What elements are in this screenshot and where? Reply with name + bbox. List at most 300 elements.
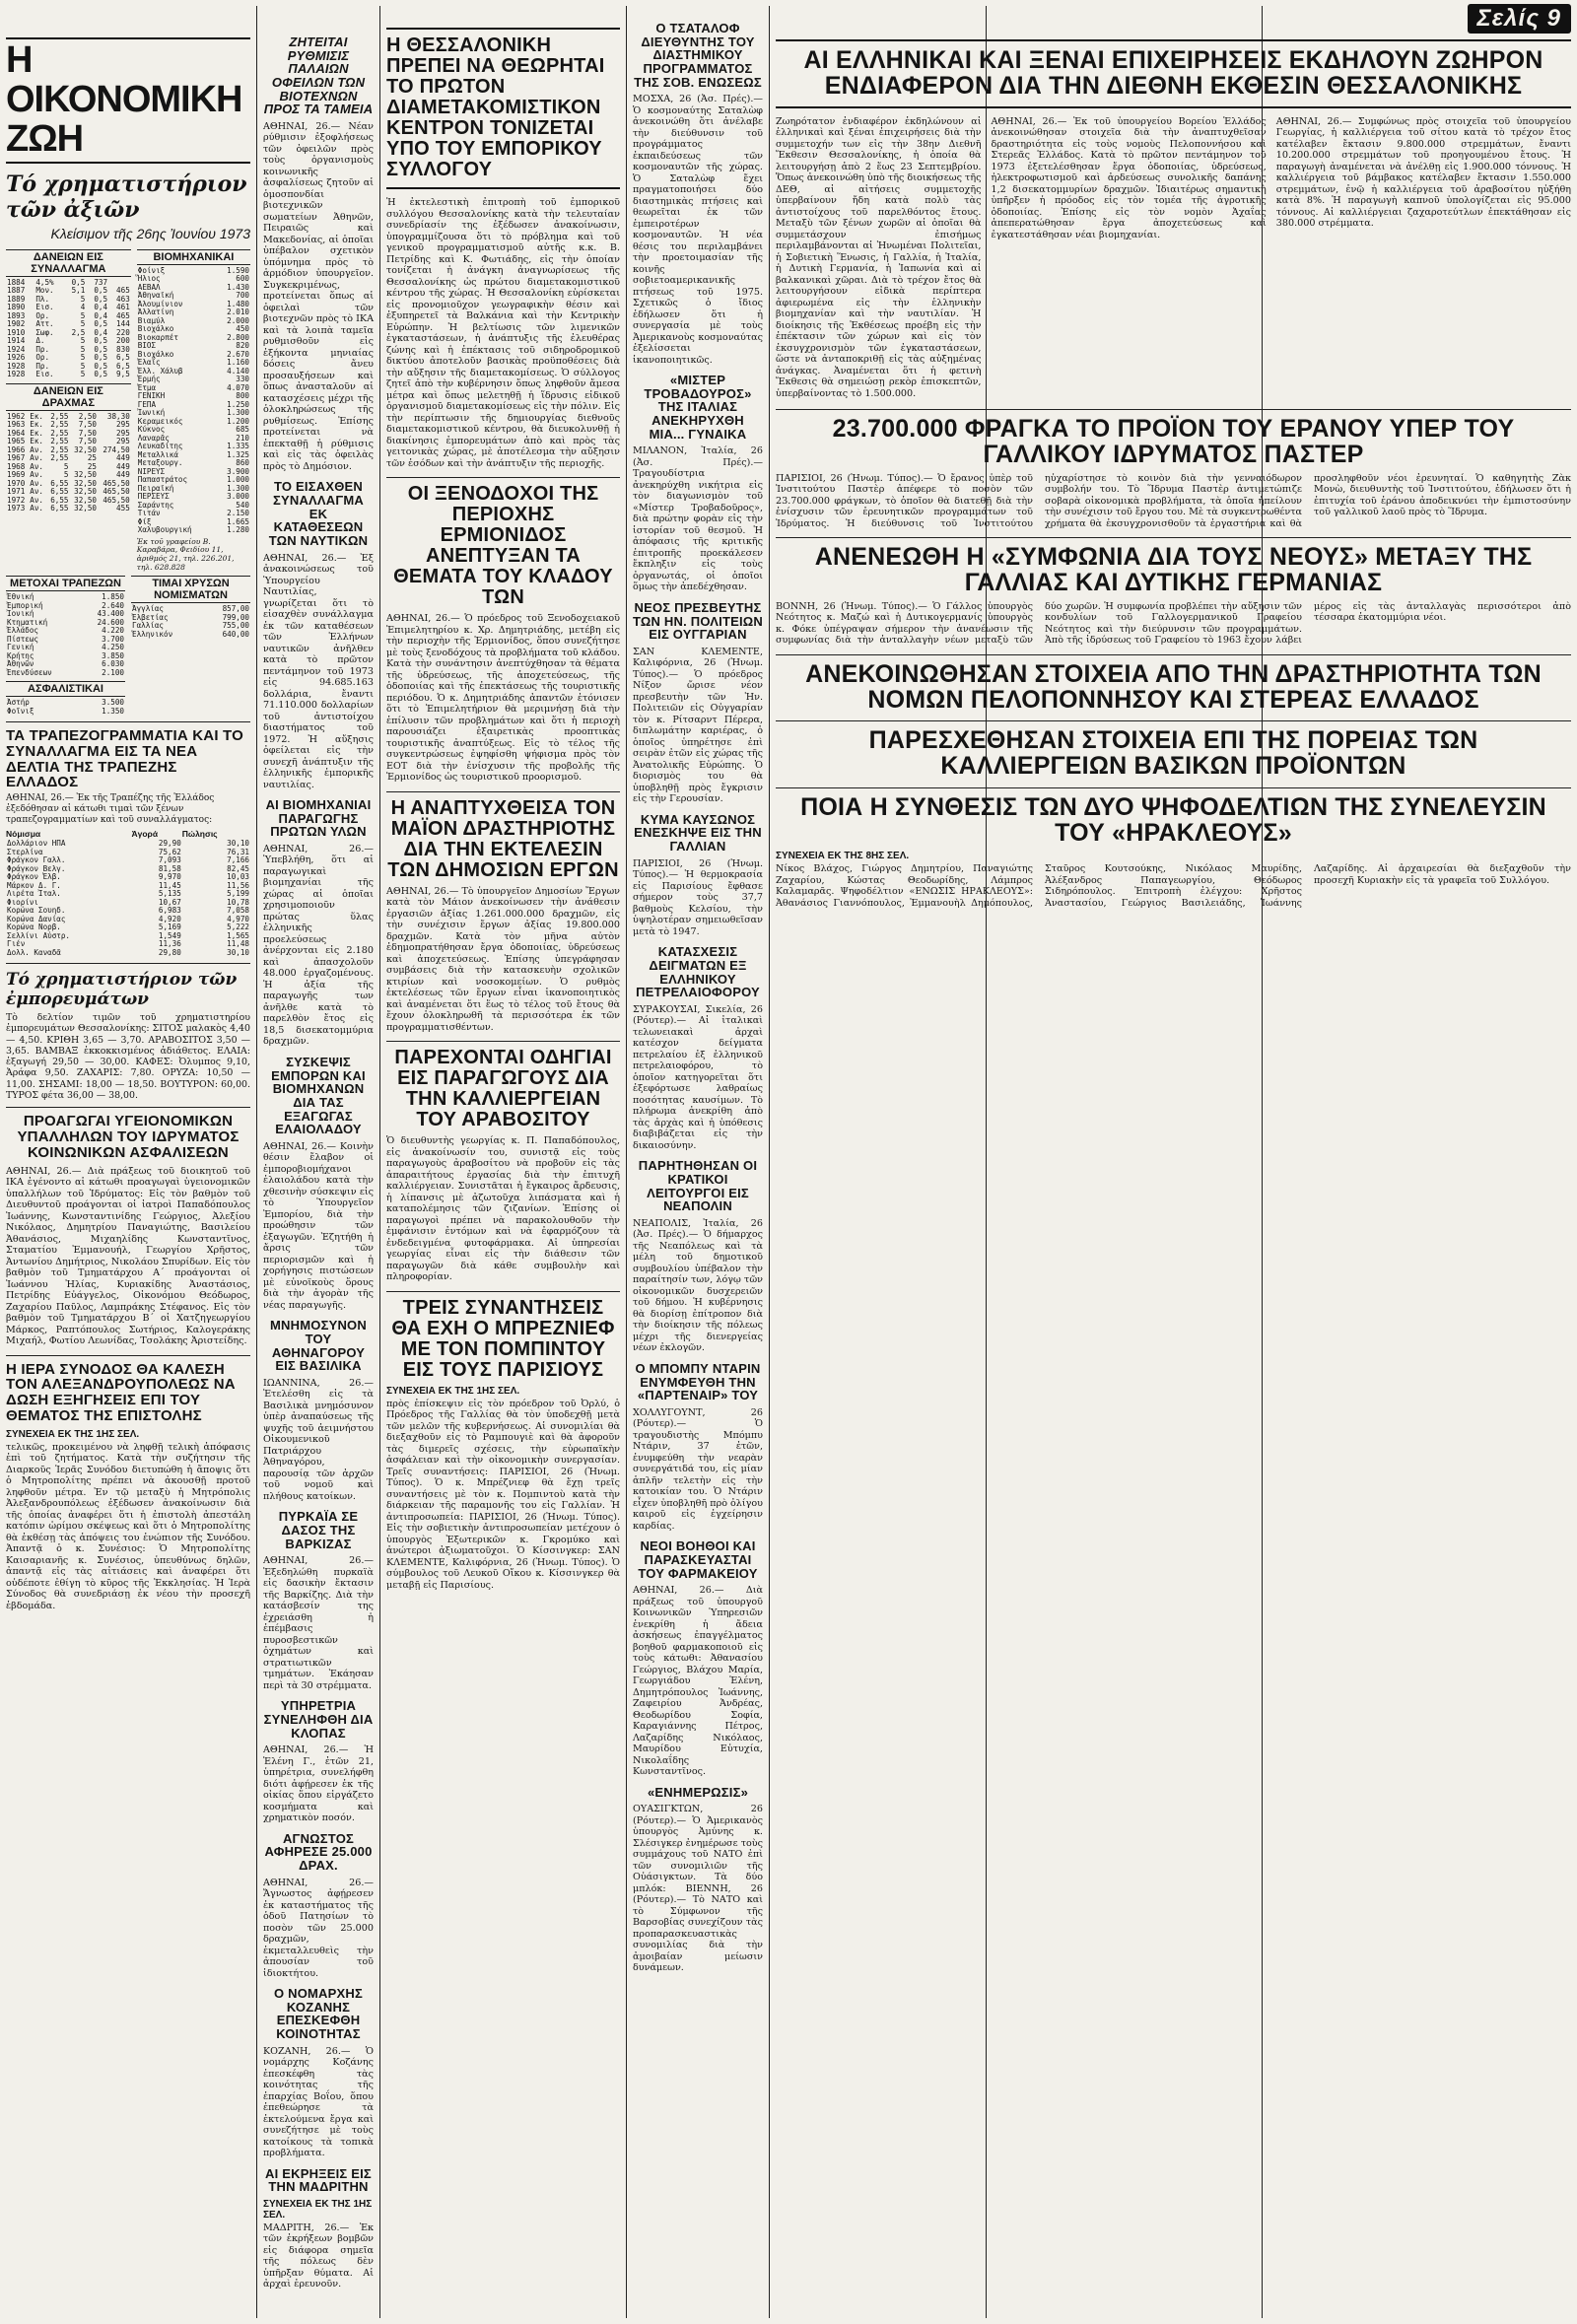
table-cell: Κορώνα Δανίας xyxy=(7,914,66,923)
narrow-column xyxy=(257,0,379,2324)
table-cell: 1.300 xyxy=(227,483,249,493)
table-cell: Ἐλλάδος xyxy=(7,626,39,636)
table-cell: 75,62 xyxy=(158,847,181,856)
table-cell: 1968 xyxy=(7,461,26,471)
table-cell: Βιοχάλκο xyxy=(137,349,174,359)
article-body: Ζωηρότατον ἐνδιαφέρον ἐκδηλώνουν αἱ ἑλληνικαὶ καὶ ξέναι ἐπιχειρήσεις διὰ τὴν συμμετοχήν των εἰς τὴν 38ην Διεθνῆ Ἔκθεσιν Θεσσαλονίκης, ἡ ὁποία θὰ λειτουργήσῃ ἀπὸ 2 ἕως 23 Σεπτεμβρίου. Ὅπως ἀνεκοινώθη ὑπὸ τῆς διοικήσεως τῆς ΔΕΘ, αἱ αἰτήσεις συμμετοχῆς ὑπερβαίνουν ἤδη κατὰ πολὺ τὰς ἀντιστοίχους τοῦ παρελθόντος ἔτους. Μεταξὺ τῶν ξένων χωρῶν αἱ ὁποῖαι θὰ συμμετάσχουν ἐπισήμως περιλαμβάνονται αἱ Ἡνωμέναι Πολιτεῖαι, ἡ Σοβιετικὴ Ἕνωσις, ἡ Γαλλία, ἡ Ἰταλία, ἡ Δυτικὴ Γερμανία, ἡ Ἰαπωνία καὶ αἱ βαλκανικαὶ χῶραι. Διὰ τὸ τρέχον ἔτος θὰ λειτουργήσουν εἰδικὰ περίπτερα ἀφιερωμένα εἰς τὴν ἑλληνικὴν βιομηχανίαν καὶ τὴν ναυτιλίαν. Ἡ διοίκησις τῆς Ἐκθέσεως προέβη εἰς τὴν ἐπέκτασιν τῶν χώρων καὶ εἰς τὸν ἐκσυγχρονισμὸν τῶν ἐγκαταστάσεων, ὥστε νὰ ἀνταποκριθῇ εἰς τὰς αὐξημένας ἀνάγκας. Ἀναμένεται ὅτι ἡ φετινὴ Ἔκθεσις θὰ σημειώσῃ ρεκὸρ ἐπισκεπτῶν, ὑπερβαίνοντας τὸ 1.500.000. xyxy=(776,115,982,399)
article-heading: ΚΥΜΑ ΚΑΥΣΩΝΟΣ ΕΝΕΣΚΗΨΕ ΕΙΣ ΤΗΝ ΓΑΛΛΙΑΝ xyxy=(634,811,762,854)
table-cell: 0,5 xyxy=(94,294,108,304)
article-public-works xyxy=(386,798,620,1034)
article-oil-exporters xyxy=(263,1056,374,1311)
table-cell: 32,50 xyxy=(74,495,97,505)
article-body: ΑΘΗΝΑΙ, 26.— Κοινὴν θέσιν ἔλαβον οἱ ἐμποροβιομήχανοι ἐλαιολάδου κατὰ τὴν χθεσινὴν σύσκεψιν εἰς τὸ Ὑπουργεῖον Ἐμπορίου, διὰ τὴν προώθησιν τῶν ἐξαγωγῶν. Ἐζητήθη ἡ ἄρσις τῶν περιορισμῶν καὶ ἡ χορήγησις πιστώσεων μὲ εὐνοϊκοὺς ὅρους διὰ τὴν ἀγορὰν τῆς νέας παραγωγῆς. xyxy=(263,1140,374,1311)
article-theft xyxy=(263,1699,374,1823)
banks-table xyxy=(6,593,125,677)
table-cell: 25 xyxy=(87,461,97,471)
table-cell: 0,5 xyxy=(94,361,108,371)
table-cell: 461 xyxy=(116,303,130,312)
article-thessaloniki xyxy=(386,28,620,189)
center-column xyxy=(380,0,626,2324)
table-cell: 32,50 xyxy=(74,444,97,454)
table-cell: 1887 xyxy=(7,286,26,296)
table-cell: 295 xyxy=(116,437,130,446)
table-cell: 1928 xyxy=(7,361,26,371)
banks-heading: ΜΕΤΟΧΑΙ ΤΡΑΠΕΖΩΝ xyxy=(6,576,125,591)
table-cell: 5 xyxy=(80,294,86,304)
table-cell: Δολλάριον ΗΠΑ xyxy=(7,839,66,849)
table-cell: 1967 xyxy=(7,453,26,463)
article-heading: ΑΙ ΒΙΟΜΗΧΑΝΙΑΙ ΠΑΡΑΓΩΓΗΣ ΠΡΩΤΩΝ ΥΛΩΝ xyxy=(265,797,372,840)
table-cell: ΑΕΒΑΛ xyxy=(137,282,161,292)
table-cell: Βιοκαρπέτ xyxy=(137,332,178,342)
table-row xyxy=(6,354,131,363)
table-cell: 2,55 xyxy=(50,428,69,438)
table-cell: Κορώνα Νορβ. xyxy=(7,923,61,932)
table-cell: 200 xyxy=(116,336,130,346)
article-body: ΠΑΡΙΣΙΟΙ, 26 (Ἠνωμ. Τύπος).— Ἡ θερμοκρασία εἰς Παρισίους ἔφθασε σήμερον τοὺς 37,7 βαθμοὺς Κελσίου, τὴν ὑψηλοτέραν σημειωθεῖσαν μετὰ τὸ 1947. xyxy=(633,857,763,937)
table-cell: 3.850 xyxy=(102,650,124,660)
right-block xyxy=(770,0,1577,2324)
article-body: ΑΘΗΝΑΙ, 26.— Διὰ πράξεως τοῦ ὑπουργοῦ Κοινωνικῶν Ὑπηρεσιῶν ἐνεκρίθη ἡ ἄδεια ἀσκήσεως ἐπαγγέλματος βοηθοῦ φαρμακοποιοῦ εἰς τοὺς κάτωθι: Ἀθανασίου Γεώργιος, Βλάχου Μαρία, Γεωργιάδου Ἑλένη, Δημητρόπουλος Ἰωάννης, Ζαφειρίου Ἀνδρέας, Θεοδωρίδου Σοφία, Καραγιάννης Πέτρος, Λαζαρίδης Νικόλαος, Μαυρίδου Εὐτυχία, Νικολαΐδης Κωνσταντῖνος. xyxy=(633,1585,763,1778)
article-heading: Η ΙΕΡΑ ΣΥΝΟΔΟΣ ΘΑ ΚΑΛΕΣΗ ΤΟΝ ΑΛΕΞΑΝΔΡΟΥΠΟΛΕΩΣ ΝΑ ΔΩΣΗ ΕΞΗΓΗΣΕΙΣ ΕΠΙ ΤΟΥ ΘΕΜΑΤΟΣ ΤΗΣ ΕΠΙΣΤΟΛΗΣ xyxy=(6,1360,236,1424)
table-cell: 11,36 xyxy=(158,939,181,949)
table-row xyxy=(6,890,250,899)
table-cell: 7,166 xyxy=(227,855,249,865)
article-heading: ΥΠΗΡΕΤΡΙΑ ΣΥΝΕΛΗΦΘΗ ΔΙΑ ΚΛΟΠΑΣ xyxy=(263,1698,374,1741)
article-kozani xyxy=(263,1987,374,2159)
table-cell: Γενική xyxy=(7,643,34,652)
table-cell: 5 xyxy=(80,319,86,329)
table-cell: Φράγκον Βελγ. xyxy=(7,863,66,873)
table-cell: Μεταλλικά xyxy=(137,449,178,459)
table-cell: 1971 xyxy=(7,487,26,497)
table-cell: Ἥλιος xyxy=(137,274,161,284)
table-cell: 32,50 xyxy=(74,487,97,497)
table-cell: Μάρκον Δ. Γ. xyxy=(7,880,61,890)
table-cell: 32,50 xyxy=(74,478,97,488)
table-cell: 1.160 xyxy=(227,358,249,368)
table-cell: 2.800 xyxy=(227,332,249,342)
article-darin xyxy=(633,1362,763,1532)
table-cell: 1966 xyxy=(7,444,26,454)
table-row xyxy=(6,304,131,312)
article-debts xyxy=(263,35,374,472)
fx-table xyxy=(6,829,250,958)
table-row xyxy=(6,287,131,296)
table-cell: 700 xyxy=(236,291,249,301)
table-cell: Εκ. xyxy=(30,411,43,421)
table-cell: 1928 xyxy=(7,370,26,379)
continued-label: ΣΥΝΕΧΕΙΑ ΕΚ ΤΗΣ 1ΗΣ ΣΕΛ. xyxy=(263,2198,373,2221)
article-heading: «ΕΝΗΜΕΡΩΣΙΣ» xyxy=(647,1784,749,1800)
table-cell: 2.670 xyxy=(227,349,249,359)
foreign-news-column xyxy=(627,0,769,2324)
table-cell: Σελλίνι Αὐστρ. xyxy=(7,930,71,940)
table-cell: Ἀστήρ xyxy=(7,698,30,708)
article-heading: ΠΑΡΗΤΗΘΗΣΑΝ ΟΙ ΚΡΑΤΙΚΟΙ ΛΕΙΤΟΥΡΓΟΙ ΕΙΣ ΝΕΑΠΟΛΙΝ xyxy=(638,1158,758,1214)
table-cell: Ἐτμα xyxy=(137,382,157,392)
article-body: ΑΘΗΝΑΙ, 26.— Ἡ Ἑλένη Γ., ἐτῶν 21, ὑπηρέτρια, συνελήφθη διότι ἀφῄρεσεν ἐκ τῆς οἰκίας ὅπου εἰργάζετο κοσμήματα καὶ χρηματικὸν ποσόν. xyxy=(263,1744,374,1824)
article-heading: «ΜΙΣΤΕΡ ΤΡΟΒΑΔΟΥΡΟΣ» ΤΗΣ ΙΤΑΛΙΑΣ ΑΝΕΚΗΡΥΧΘΗ ΜΙΑ... ΓΥΝΑΙΚΑ xyxy=(644,373,752,442)
article-herakleous xyxy=(776,794,1571,910)
article-peloponnese xyxy=(776,661,1571,714)
table-cell: Δολλ. Καναδᾶ xyxy=(7,947,61,957)
table-cell: 1,549 xyxy=(158,930,181,940)
table-cell: 6,55 xyxy=(50,504,69,513)
table-cell: 5,199 xyxy=(227,889,249,899)
table-cell: 5,1 xyxy=(71,286,86,296)
table-cell: Πίστεως xyxy=(7,634,39,644)
article-body: Ὁ διευθυντὴς γεωργίας κ. Π. Παπαδόπουλος, εἰς ἀνακοίνωσίν του, συνιστᾷ εἰς τοὺς παραγωγοὺς ἀραβοσίτου νὰ προβοῦν εἰς τὰς ἀπαραιτήτους ἐργασίας διὰ τὴν ἐπιτυχῆ καλλιέργειαν. Συνιστᾶται ἡ ἔγκαιρος ἄρδευσις, ἡ λίπανσις μὲ ἀζωτοῦχα λιπάσματα καὶ ἡ καταπολέμησις τῶν ζιζανίων. Ἐπίσης οἱ παραγωγοὶ πρέπει νὰ παρακολουθοῦν τὴν ἐμφάνισιν ἐντόμων καὶ νὰ ἐφαρμόζουν τὰ ἐνδεδειγμένα φυτοφάρμακα. Αἱ ὑπηρεσίαι γεωργίας εἶναι εἰς τὴν διάθεσιν τῶν παραγωγῶν διὰ κάθε συμβουλὴν καὶ πληροφορίαν. xyxy=(386,1135,620,1282)
table-cell: 2,50 xyxy=(78,411,97,421)
article-heading: Ο ΤΣΑΤΑΛΟΦ ΔΙΕΥΘΥΝΤΗΣ ΤΟΥ ΔΙΑΣΤΗΜΙΚΟΥ ΠΡΟΓΡΑΜΜΑΤΟΣ ΤΗΣ ΣΟΒ. ΕΝΩΣΕΩΣ xyxy=(634,21,762,90)
table-cell: Μεταξουργ. xyxy=(137,458,183,468)
table-cell: 4.220 xyxy=(102,626,124,636)
table-cell: 0,5 xyxy=(94,353,108,363)
table-cell: 5,135 xyxy=(158,889,181,899)
table-cell: Βιοχάλκο xyxy=(137,324,174,334)
insurance-heading: ΑΣΦΑΛΙΣΤΙΚΑΙ xyxy=(6,681,125,697)
article-pompidou xyxy=(386,1298,620,1592)
table-cell: 6,55 xyxy=(50,487,69,497)
table-cell: Κεραμεικός xyxy=(137,416,183,426)
table-row xyxy=(6,932,250,941)
table-cell: 7,50 xyxy=(78,420,97,430)
table-cell: 5,222 xyxy=(227,923,249,932)
table-row xyxy=(6,296,131,305)
table-cell: 25 xyxy=(87,453,97,463)
table-row xyxy=(6,708,125,717)
table-cell: 220 xyxy=(116,327,130,337)
table-cell: 76,31 xyxy=(227,847,249,856)
broker-note: Ἐκ τοῦ γραφείου Β. Καραβάρα, Φειδίου 11, ἀριθμός 21, τηλ. 226.201, τηλ. 628.828 xyxy=(136,536,235,572)
table-cell: Αν. xyxy=(30,470,43,480)
table-cell: 1910 xyxy=(7,327,26,337)
table-cell: 857,00 xyxy=(222,604,249,614)
table-cell: 3.700 xyxy=(102,634,124,644)
table-cell: 465,50 xyxy=(103,487,130,497)
table-cell: 0,4 xyxy=(94,310,108,320)
article-body-extra: ΑΘΗΝΑΙ, 26.— Συμφώνως πρὸς στοιχεῖα τοῦ ὑπουργείου Γεωργίας, ἡ καλλιέργεια τοῦ σίτου κατὰ τὸ τρέχον ἔτος κατέλαβεν ἔκτασιν 9.800.000 στρεμμάτων, ἔναντι 10.200.000 στρεμμάτων τοῦ προηγουμένου ἔτους. Ἡ παραγωγὴ ἀναμένεται νὰ ἀνέλθῃ εἰς 1.900.000 τόννους. Ἡ καλλιέργεια τοῦ βάμβακος κατέλαβεν ἔκτασιν 1.550.000 στρεμμάτων, ἐνῷ ἡ καλλιέργεια τοῦ ἀραβοσίτου ηὐξήθη κατὰ 8%. Ἡ παραγωγὴ καπνοῦ ὑπολογίζεται εἰς 95.000 τόννους. Αἱ καλλιέργειαι ζαχαροτεύτλων ἐπεκτάθησαν εἰς 380.000 στρέμματα. xyxy=(1275,115,1571,229)
table-cell: 6,5 xyxy=(116,361,130,371)
article-body: τελικῶς, προκειμένου νὰ ληφθῇ τελικὴ ἀπόφασις ἐπὶ τοῦ ζητήματος. Κατὰ τὴν συζήτησιν τῆς Διαρκοῦς Ἱερᾶς Συνόδου διετυπώθη ἡ ἄποψις ὅτι ὁ Μητροπολίτης πρέπει νὰ ἀκουσθῇ προτοῦ ληφθοῦν μέτρα. Ἐν τῷ μεταξὺ ἡ Μητρόπολις Ἀλεξανδρουπόλεως ἐξέδωσεν ἀνακοίνωσιν διὰ τῆς ὁποίας ἀναφέρει ὅτι ἡ ἐπιστολὴ ἀπεστάλη κατόπιν ὡρίμου σκέψεως καὶ ὅτι ὁ Μητροπολίτης θὰ ἐκθέσῃ τὰς ἀπόψεις του ἐνώπιον τῆς Συνόδου. Ἀπαντᾷ ὁ κ. Συνέσιος: Ὁ Μητροπολίτης Καισαριανῆς κ. Συνέσιος, ὑπευθύνως δηλῶν, ἀπαντᾷ εἰς τὰς αἰτιάσεις καὶ ἀναφέρει ὅτι οὐδέποτε ἐθίγη τὸ κῦρος τῆς Ἐκκλησίας. Ἡ Ἱερὰ Σύνοδος θὰ συνεδριάσῃ ἐκ νέου τὴν προσεχῆ ἑβδομάδα. xyxy=(6,1441,250,1611)
table-cell: 43.400 xyxy=(97,609,124,619)
table-cell: Ἐπενδύσεων xyxy=(7,667,52,677)
table-cell: 1884 xyxy=(7,277,26,287)
table-cell: 465,50 xyxy=(103,478,130,488)
table-cell: 5,169 xyxy=(158,923,181,932)
table-row xyxy=(6,320,131,329)
article-heading: ΠΥΡΚΑΪΑ ΣΕ ΔΑΣΟΣ ΤΗΣ ΒΑΡΚΙΖΑΣ xyxy=(278,1509,359,1551)
table-cell: 449 xyxy=(116,453,130,463)
table-cell: 5 xyxy=(80,344,86,354)
table-cell: 5 xyxy=(80,370,86,379)
article-unknown-thief xyxy=(263,1832,374,1979)
page-label xyxy=(776,4,1571,34)
table-cell: Αττ. xyxy=(35,319,54,329)
table-cell: Γιέν xyxy=(7,939,26,949)
article-body: ΜΑΔΡΙΤΗ, 26.— Ἐκ τῶν ἐκρήξεων βομβῶν εἰς διάφορα σημεῖα τῆς πόλεως δὲν ὑπῆρξαν θύματα. Αἱ ἀρχαὶ ἐρευνοῦν. xyxy=(263,2221,374,2290)
table-row xyxy=(6,371,131,379)
table-cell: 38,30 xyxy=(106,411,130,421)
article-heading: Ο ΝΟΜΑΡΧΗΣ ΚΟΖΑΝΗΣ ΕΠΕΣΚΕΦΘΗ ΚΟΙΝΟΤΗΤΑΣ xyxy=(274,1986,363,2042)
table-cell: Χαλυβουργική xyxy=(137,525,192,535)
article-oil xyxy=(633,945,763,1151)
gold-table xyxy=(131,605,250,639)
continued-label: ΣΥΝΕΧΕΙΑ ΕΚ ΤΗΣ 1ΗΣ ΣΕΛ. xyxy=(6,1428,140,1440)
table-cell: 1969 xyxy=(7,470,26,480)
table-cell: 6,55 xyxy=(50,495,69,505)
table-row xyxy=(6,669,125,678)
table-cell: Κορώνα Σουηδ. xyxy=(7,906,66,916)
table-cell: Ἀθηναϊκή xyxy=(137,291,174,301)
table-cell: 1926 xyxy=(7,353,26,363)
table-cell: Λαναρᾶς xyxy=(137,433,170,443)
table-cell: 0,4 xyxy=(94,303,108,312)
table-row xyxy=(6,346,131,355)
table-cell: 820 xyxy=(236,341,249,351)
article-miss xyxy=(633,374,763,593)
loans-foreign-heading: ΔΑΝΕΙΩΝ ΕΙΣ ΣΥΝΑΛΛΑΓΜΑ xyxy=(6,249,131,277)
table-cell: Φοῖνιξ xyxy=(7,706,34,716)
article-body: ΑΘΗΝΑΙ, 26.— Νέαν ρύθμισιν ἐξοφλήσεως τῶν ὀφειλῶν πρὸς τοὺς ὀργανισμοὺς κοινωνικῆς ἀσφαλίσεως ζητοῦν αἱ ὁμοσπονδίαι βιοτεχνικῶν σωματείων Ἀθηνῶν, Πειραιῶς καὶ Μακεδονίας, αἱ ὁποῖαι ὑπέβαλον σχετικὸν ὑπόμνημα πρὸς τὸ ἁρμόδιον ὑπουργεῖον. Συγκεκριμένως, προτείνεται ὅπως αἱ ὀφειλαὶ τῶν βιοτεχνῶν πρὸς τὸ ΙΚΑ καὶ τὰ λοιπὰ ταμεῖα ρυθμισθοῦν εἰς ἑξήκοντα μηνιαίας δόσεις ἄνευ προσαυξήσεων καὶ ὅπως ἀνασταλοῦν αἱ κατασχέσεις μέχρι τῆς ὁλοκληρώσεως τῆς ρυθμίσεως. Ἐπίσης προτείνεται νὰ ἐπεκταθῇ ἡ ρύθμισις καὶ εἰς τὰς ὀφειλὰς πρὸς τὸ Δημόσιον. xyxy=(263,120,374,472)
article-heatwave xyxy=(633,813,763,937)
table-cell: 6.030 xyxy=(102,659,124,669)
article-body: ΑΘΗΝΑΙ, 26.— Ἐξεδηλώθη πυρκαϊὰ εἰς δασικὴν ἔκτασιν τῆς Βαρκίζης. Διὰ τὴν κατάσβεσίν της ἐχρειάσθη ἡ ἐπέμβασις πυροσβεστικῶν ὀχημάτων καὶ στρατιωτικῶν τμημάτων. Ἐκάησαν περὶ τὰ 30 στρέμματα. xyxy=(263,1555,374,1691)
table-cell: Εκ. xyxy=(30,428,43,438)
table-cell: 1.590 xyxy=(227,265,249,275)
loans-foreign-table xyxy=(6,279,131,379)
table-cell: Λευκαδίτης xyxy=(137,442,183,451)
table-cell: 24.600 xyxy=(97,617,124,627)
article-body: Νίκος Βλάχος, Γιώργος Δημητρίου, Παναγιώτης Ζαχαρίου, Κώστας Θεοδωρίδης, Λάμπρος Καλαμαρᾶς. Ψηφοδέλτιον «ΕΝΩΣΙΣ ΗΡΑΚΛΕΟΥΣ»: Ἀθανάσιος Γιαννόπουλος, Ἐμμανουὴλ Δημόπουλος, Σταῦρος Κουτσούκης, Νικόλαος Μαυρίδης, Ἀλέξανδρος Παπαγεωργίου, Θεόδωρος Σιδηρόπουλος. Ἐπιτροπὴ ἐλέγχου: Χρῆστος Ἀναστασίου, Γεώργιος Βασιλειάδης, Ἰωάννης Λαζαρίδης. Αἱ ἀρχαιρεσίαι θὰ διεξαχθοῦν τὴν προσεχῆ Κυριακὴν εἰς τὰ γραφεῖα τοῦ Συλλόγου. xyxy=(776,863,1571,909)
article-ekthesi xyxy=(776,39,1571,108)
table-cell: 11,45 xyxy=(158,880,181,890)
table-cell: 1972 xyxy=(7,495,26,505)
article-fire xyxy=(263,1510,374,1691)
table-cell: 1902 xyxy=(7,319,26,329)
table-cell: 1963 xyxy=(7,420,26,430)
table-cell: 4 xyxy=(80,303,86,312)
article-france-germany xyxy=(776,544,1571,647)
article-heading: ΑΓΝΩΣΤΟΣ ΑΦΗΡΕΣΕ 25.000 ΔΡΑΧ. xyxy=(264,1830,373,1873)
article-heading: ΤΡΕΙΣ ΣΥΝΑΝΤΗΣΕΙΣ ΘΑ ΕΧΗ Ο ΜΠΡΕΖΝΙΕΦ ΜΕ ΤΟΝ ΠΟΜΠΙΝΤΟΥ ΕΙΣ ΤΟΥΣ ΠΑΡΙΣΙΟΥΣ xyxy=(391,1296,615,1381)
commodities-text: Τὸ δελτίον τιμῶν τοῦ χρηματιστηρίου ἐμπορευμάτων Θεσσαλονίκης: ΣΙΤΟΣ μαλακὸς 4,40 — 4,50. ΚΡΙΘΗ 3,65 — 3,70. ΑΡΑΒΟΣΙΤΟΣ 3,50 — 3,65. ΒΑΜΒΑΞ ἐκκοκκισμένος ἀδιάθετος. ΕΛΑΙΑ: ἐξαγωγή 29,50 — 30,00. ΚΑΦΕΣ: Ὀλυμπος 9,10, Ἀράφα 9,50. ΖΑΧΑΡΙΣ: 7,80. ΟΡΥΖΑ: 10,50 — 11,00. ΣΗΣΑΜΙ: 18,00 — 18,50. ΒΟΥΤΥΡΟΝ: 60,00. ΤΥΡΟΣ φέτα 36,00 — 38,00. xyxy=(6,1012,250,1102)
article-insurance-staff xyxy=(6,1114,250,1346)
table-row xyxy=(6,949,250,958)
article-body: ΣΑΝ ΚΛΕΜΕΝΤΕ, Καλιφόρνια, 26 (Ἠνωμ. Τύπος).— Ὁ πρόεδρος Νίξον ὤρισε νέον πρεσβευτὴν τῶν Ἡν. Πολιτειῶν εἰς Οὐγγαρίαν τὸν κ. Ρίτσαρντ Πέρερα, διπλωμάτην καριέρας, ὁ ὁποῖος ὑπηρέτησε ἐπὶ σειρὰν ἐτῶν εἰς χώρας τῆς Ἀνατολικῆς Εὐρώπης. Ὁ διορισμὸς του θὰ ὑποβληθῇ πρὸς ἔγκρισιν εἰς τὴν Γερουσίαν. xyxy=(633,646,763,805)
table-cell: 3.500 xyxy=(102,698,124,708)
table-cell: 30,10 xyxy=(227,947,249,957)
table-cell: 1.850 xyxy=(102,592,124,602)
article-body: ΑΘΗΝΑΙ, 26.— Διὰ πράξεως τοῦ διοικητοῦ τοῦ ΙΚΑ ἐγένοντο αἱ κάτωθι προαγωγαὶ ὑγειονομικῶν ὑπαλλήλων τοῦ Ἱδρύματος: Εἰς τὸν βαθμὸν τοῦ Διευθυντοῦ προάγονται οἱ ἰατροὶ Παπαδόπουλος Ἰωάννης, Κωνσταντινίδης Γεώργιος, Ἀλεξίου Νικόλαος, Δημητρίου Παναγιώτης, Βασιλείου Ἀθανάσιος, Μιχαηλίδης Κωνσταντῖνος, Σταματίου Ἐμμανουήλ, Γεωργίου Χρῆστος, Ἀντωνίου Δημήτριος, Νικολάου Σπυρίδων. Εἰς τὸν βαθμὸν τοῦ Τμηματάρχου Α΄ προάγονται οἱ Ἰωάννου Ἠλίας, Κυριακίδης Ἀναστάσιος, Πετρίδης Εὐάγγελος, Οἰκονόμου Θεόδωρος, Ζαχαρίου Παῦλος, Λαμπράκης Στέφανος. Εἰς τὸν βαθμὸν τοῦ Τμηματάρχου Β΄ οἱ Χατζηγεωργίου Μάρκος, Ραπτόπουλος Σωτήριος, Καλογεράκης Μιχαήλ, Φωτίου Λεωνίδας, Τσολάκης Ἀριστείδης. xyxy=(6,1165,250,1347)
table-cell: 450 xyxy=(236,324,249,334)
article-body: ΑΘΗΝΑΙ, 26.— Ὁ πρόεδρος τοῦ Ξενοδοχειακοῦ Ἐπιμελητηρίου κ. Χρ. Δημητριάδης, μετέβη εἰς τὴν περιοχὴν τῆς Ἑρμιονίδος, ὅπου συνεζήτησε μὲ τοὺς ξενοδόχους τὰ προβλήματα τοῦ κλάδου. Κατὰ τὴν συνάντησιν ἀνεπτύχθησαν τὰ θέματα τῆς ὑδρεύσεως, τῆς ἀποχετεύσεως, τῆς ὁδοποιίας καὶ τῆς ἐπεκτάσεως τῆς τουριστικῆς περιόδου. Ὁ κ. Δημητριάδης ἀπαντῶν ἐτόνισεν ὅτι τὸ Ἐπιμελητήριον θὰ μεριμνήσῃ διὰ τὴν ἐπίλυσιν τῶν προβλημάτων καὶ ὅτι ἡ περιοχὴ παρουσιάζει ἐξαιρετικὰς προοπτικὰς τουριστικῆς ἀναπτύξεως. Εἰς τὸ τέλος τῆς συγκεντρώσεως ἐψηφίσθη ψήφισμα πρὸς τὸν ΕΟΤ διὰ τὴν ἐνίσχυσιν τῆς προβολῆς τῆς Ἑρμιονίδος ὡς τουριστικοῦ προορισμοῦ. xyxy=(386,613,620,783)
table-cell: Κρήτης xyxy=(7,650,34,660)
table-cell: 1964 xyxy=(7,428,26,438)
table-cell: Δ. xyxy=(35,336,45,346)
table-cell: 2.010 xyxy=(227,308,249,317)
table-cell: Αν. xyxy=(30,504,43,513)
column-header: Νόμισμα xyxy=(6,828,41,839)
table-cell: 463 xyxy=(116,294,130,304)
article-heading: ΣΥΣΚΕΨΙΣ ΕΜΠΟΡΩΝ ΚΑΙ ΒΙΟΜΗΧΑΝΩΝ ΔΙΑ ΤΑΣ ΕΞΑΓΩΓΑΣ ΕΛΑΙΟΛΑΔΟΥ xyxy=(271,1054,366,1137)
table-cell: 640,00 xyxy=(222,629,249,639)
table-cell: 10,67 xyxy=(158,897,181,907)
table-cell: Αν. xyxy=(30,478,43,488)
table-cell: 1.200 xyxy=(227,416,249,426)
table-cell: 0,5 xyxy=(94,370,108,379)
table-cell: 0,5 xyxy=(94,344,108,354)
table-cell: Ἀγγλίας xyxy=(132,604,165,614)
bank-tables-row xyxy=(6,572,250,716)
table-cell: 5 xyxy=(80,336,86,346)
article-hoteliers xyxy=(386,484,620,784)
article-madrid xyxy=(263,2167,374,2290)
table-cell: Εισ. xyxy=(35,370,54,379)
table-cell: 7,058 xyxy=(227,906,249,916)
table-cell: 81,58 xyxy=(158,863,181,873)
article-body: ΙΩΑΝΝΙΝΑ, 26.— Ἐτελέσθη εἰς τὰ Βασιλικὰ μνημόσυνον ὑπὲρ ἀναπαύσεως τῆς ψυχῆς τοῦ ἀειμνήστου Οἰκουμενικοῦ Πατριάρχου Ἀθηναγόρου, παρουσίᾳ τῶν ἀρχῶν τοῦ νομοῦ καὶ πλήθους κατοίκων. xyxy=(263,1377,374,1502)
loans-drachma-table xyxy=(6,413,131,513)
table-cell: 2.100 xyxy=(102,667,124,677)
article-body: ΧΟΛΛΥΓΟΥΝΤ, 26 (Ρόυτερ).— Ὁ τραγουδιστὴς Μπόμπυ Ντάριν, 37 ἐτῶν, ἐνυμφεύθη τὴν νεαρὰν συνεργάτιδά του, εἰς μίαν ἁπλῆν τελετὴν εἰς τὴν κατοικίαν του. Ὁ Ντάριν εἶχεν ὑποβληθῆ πρὸ ὀλίγου καιροῦ εἰς ἐγχείρησιν καρδίας. xyxy=(633,1406,763,1532)
article-alexandroupolis xyxy=(6,1362,250,1612)
article-pharmacy xyxy=(633,1539,763,1777)
article-body: ΜΟΣΧΑ, 26 (Ἀσ. Πρές).— Ὁ κοσμοναύτης Σαταλὼφ ἀνεκοινώθη ὅτι ἀνέλαβε τὴν διεύθυνσιν τοῦ προγράμματος ἐκπαιδεύσεως τῶν κοσμοναυτῶν τῆς χώρας. Ὁ Σαταλὼφ ἔχει πραγματοποιήσει δύο διαστημικὰς πτήσεις καὶ θεωρεῖται ἐκ τῶν ἐμπειροτέρων κοσμοναυτῶν. Ἡ νέα θέσις του περιλαμβάνει τὴν προετοιμασίαν τῆς κοινῆς σοβιετοαμερικανικῆς πτήσεως τοῦ 1975. Σχετικῶς ὁ ἴδιος ἐδήλωσεν ὅτι ἡ συνεργασία μὲ τοὺς Ἀμερικανοὺς κοσμοναύτας ἐξελίσσεται ἱκανοποιητικῶς. xyxy=(633,94,763,366)
table-row xyxy=(6,505,131,513)
article-heading: ΝΕΟΙ ΒΟΗΘΟΙ ΚΑΙ ΠΑΡΑΣΚΕΥΑΣΤΑΙ ΤΟΥ ΦΑΡΜΑΚΕΙΟΥ xyxy=(638,1538,758,1581)
article-heading: ΖΗΤΕΙΤΑΙ ΡΥΘΜΙΣΙΣ ΠΑΛΑΙΩΝ ΟΦΕΙΛΩΝ ΤΩΝ ΒΙΟΤΕΧΝΩΝ ΠΡΟΣ ΤΑ ΤΑΜΕΙΑ xyxy=(263,34,374,117)
table-cell: Φίξ xyxy=(137,516,152,526)
table-cell: Ἰονική xyxy=(7,609,34,619)
article-heading: ΤΟ ΕΙΣΑΧΘΕΝ ΣΥΝΑΛΛΑΓΜΑ ΕΚ ΚΑΤΑΘΕΣΕΩΝ ΤΩΝ ΝΑΥΤΙΚΩΝ xyxy=(268,479,369,548)
table-cell: ΓΕΠΑ xyxy=(137,399,157,409)
right-col-c xyxy=(1276,116,1571,400)
table-cell: 9,5 xyxy=(116,370,130,379)
article-body: Ἡ ἐκτελεστικὴ ἐπιτροπὴ τοῦ ἐμπορικοῦ συλλόγου Θεσσαλονίκης κατὰ τὴν τελευταίαν συνεδρίασίν της ἐξέδωσεν ἀνακοίνωσιν, ὑπογραμμίζουσα ὅτι τὸ πρόβλημα καὶ τοῦ γενικοῦ προγραμματισμοῦ αὐτῆς κ.κ. Β. Πετρίδης καὶ Κ. Φωτιάδης, εἰς τὴν ὁποίαν τονίζεται ἡ ἀνάγκη ἀναγνωρίσεως τῆς Θεσσαλονίκης ὡς πρώτου διαμετακομιστικοῦ κέντρου τῆς χώρας. Ἡ Θεσσαλονίκη εὑρίσκεται εἰς προνομιοῦχον γεωγραφικὴν θέσιν καὶ ἐξυπηρετεῖ τὰ Βαλκάνια καὶ τὴν Κεντρικὴν Εὐρώπην. Ἡ βελτίωσις τῶν λιμενικῶν ἐγκαταστάσεων, ἡ ἀνάπτυξις τῆς ἐλευθέρας ζώνης καὶ ἡ ἐπέκτασις τοῦ σιδηροδρομικοῦ δικτύου ἀποτελοῦν βασικὰς προϋποθέσεις διὰ τὴν αὔξησιν τῆς διαμετακομίσεως. Ὁ σύλλογος ζητεῖ ἀπὸ τὴν κυβέρνησιν ὅπως ληφθοῦν ἄμεσα μέτρα καὶ ὅπως μελετηθῇ ἡ ἵδρυσις εἰδικοῦ ὀργανισμοῦ διαμετακομίσεως εἰς τὴν πόλιν. Εἰς τὴν περίπτωσιν τῆς δημιουργίας διεθνοῦς διαμετακομιστικοῦ κέντρου, θὰ διευκολυνθῇ ἡ διακίνησις ἐμπορευμάτων ἀπὸ καὶ πρὸς τὰς γειτονικὰς χώρας, μὲ ἀποτέλεσμα τὴν αὔξησιν τῶν ἐσόδων καὶ τὴν ἀνάπτυξιν τῆς περιοχῆς. xyxy=(386,197,620,469)
table-cell: 1.350 xyxy=(102,706,124,716)
fx-intro: ΑΘΗΝΑΙ, 26.— Ἐκ τῆς Τραπέζης τῆς Ἑλλάδος ἐξεδόθησαν αἱ κάτωθι τιμαὶ τῶν ξένων τραπεζογραμματίων καὶ τοῦ συναλλάγματος: xyxy=(6,793,215,825)
table-cell: Κτηματική xyxy=(7,617,48,627)
table-cell: 32,50 xyxy=(74,504,97,513)
table-cell: 4,970 xyxy=(227,914,249,923)
article-heading: ΑΙ ΕΚΡΗΞΕΙΣ ΕΙΣ ΤΗΝ ΜΑΔΡΙΤΗΝ xyxy=(265,2165,372,2195)
table-cell: Ἐλβετίας xyxy=(132,612,169,622)
table-cell: 1893 xyxy=(7,310,26,320)
industrials-heading: ΒΙΟΜΗΧΑΝΙΚΑΙ xyxy=(137,249,250,265)
table-cell: 0,5 xyxy=(94,336,108,346)
table-cell: Φράγκον Γαλλ. xyxy=(7,855,66,865)
article-body: ΑΘΗΝΑΙ, 26.— Τὸ ὑπουργεῖον Δημοσίων Ἔργων κατὰ τὸν Μάιον ἀνεκοίνωσεν τὴν ἀνάθεσιν ἐργασιῶν ἀξίας 1.261.000.000 δραχμῶν, εἰς τὴν συνέχισιν ἔργων ἀξίας 19.800.000 δραχμῶν. Κατὰ τὸν μῆνα αὐτὸν ἐδημοπρατήθησαν ἔργα ὁδοποιίας, ὑδρεύσεως καὶ ἀποχετεύσεως. Ἐπίσης ὑπεγράφησαν συμβάσεις διὰ τὴν κατασκευὴν σχολικῶν κτιρίων καὶ νοσοκομείων. Ὁ ρυθμὸς ἐκτελέσεως τῶν ἔργων εἶναι ἱκανοποιητικὸς καὶ ἀναμένεται ὅτι ἕως τὸ τέλος τοῦ ἔτους θὰ ἔχουν ὁλοκληρωθῆ τὰ περισσότερα ἐκ τῶν προγραμματισθέντων. xyxy=(386,885,620,1033)
table-cell: 1924 xyxy=(7,344,26,354)
table-cell: 2,55 xyxy=(50,411,69,421)
table-cell: Λιρέτα Ἰταλ. xyxy=(7,889,61,899)
table-cell: 11,56 xyxy=(227,880,249,890)
fx-heading: ΤΑ ΤΡΑΠΕΖΟΓΡΑΜΜΑΤΙΑ ΚΑΙ ΤΟ ΣΥΝΑΛΛΑΓΜΑ ΕΙΣ ΤΑ ΝΕΑ ΔΕΛΤΙΑ ΤΗΣ ΤΡΑΠΕΖΗΣ ΕΛΛΑΔΟΣ xyxy=(6,727,244,791)
table-cell: 685 xyxy=(236,425,249,435)
table-cell: 1.480 xyxy=(227,299,249,308)
table-cell: 755,00 xyxy=(222,621,249,631)
loan-tables-row xyxy=(6,245,250,573)
table-cell: 860 xyxy=(236,458,249,468)
table-cell: 5 xyxy=(63,461,69,471)
table-cell: 1890 xyxy=(7,303,26,312)
table-cell: Αν. xyxy=(30,453,43,463)
column-header: Πώλησις xyxy=(181,828,218,839)
table-cell: Πειραϊκή xyxy=(137,483,174,493)
article-crops xyxy=(776,727,1571,780)
table-cell: 4.140 xyxy=(227,366,249,376)
table-cell: 7,50 xyxy=(78,428,97,438)
gold-heading: ΤΙΜΑΙ ΧΡΥΣΩΝ ΝΟΜΙΣΜΑΤΩΝ xyxy=(131,576,250,603)
article-body: πρὸς ἐπίσκεψιν εἰς τὸν πρόεδρον τοῦ Ὀρλύ, ὁ Πρόεδρος τῆς Γαλλίας θὰ τὸν ὑποδεχθῇ μετὰ τῶν μελῶν τῆς κυβερνήσεως. Αἱ συνομιλίαι θὰ διεξαχθοῦν εἰς τὸ Ραμπουγιὲ καὶ θὰ ἀφοροῦν τὰς διμερεῖς σχέσεις, τὴν εὐρωπαϊκὴν ἀσφάλειαν καὶ τὴν οἰκονομικὴν συνεργασίαν. Τρεῖς συναντήσεις: ΠΑΡΙΣΙΟΙ, 26 (Ἠνωμ. Τύπος). Ὁ κ. Μπρέζνιεφ θὰ ἔχῃ τρεῖς συναντήσεις μὲ τὸν κ. Πομπιντοὺ κατὰ τὴν διάρκειαν τῆς παραμονῆς του εἰς Γαλλίαν. Ἡ ἀντιπροσωπεία: ΠΑΡΙΣΙΟΙ, 26 (Ἠνωμ. Τύπος). Εἰς τὴν σοβιετικὴν ἀντιπροσωπείαν μετέχουν ὁ ὑπουργὸς Ἐξωτερικῶν κ. Γκρομύκο καὶ ἀνώτεροι ἀξιωματοῦχοι. Ὁ Κίσσινγκερ: ΣΑΝ ΚΛΕΜΕΝΤΕ, Καλιφόρνια, 26 (Ἠνωμ. Τύπος). Ὁ σύμβουλος τοῦ Λευκοῦ Οἴκου κ. Κίσσινγκερ θὰ μεταβῇ εἰς Παρισίους. xyxy=(386,1398,620,1591)
table-cell: Ορ. xyxy=(35,310,50,320)
table-cell: 295 xyxy=(116,420,130,430)
table-cell: Κύκνος xyxy=(137,425,166,435)
table-cell: 465 xyxy=(116,310,130,320)
table-cell: Ἀλουμίνιον xyxy=(137,299,183,308)
table-cell: Εισ. xyxy=(35,303,54,312)
table-cell: 32,50 xyxy=(74,470,97,480)
article-body: ΑΘΗΝΑΙ, 26.— Ἐξ ἀνακοινώσεως τοῦ Ὑπουργείου Ναυτιλίας, γνωρίζεται ὅτι τὸ εἰσαχθὲν συνάλλαγμα ἐκ τῶν καταθέσεων τῶν Ἑλλήνων ναυτικῶν ἀνῆλθεν κατὰ τὸ πρῶτον πεντάμηνον τοῦ 1973 εἰς 94.685.163 δολλάρια, ἔναντι 71.110.000 δολλαρίων τοῦ ἀντιστοίχου διαστήματος τοῦ 1972. Ἡ αὔξησις ὀφείλεται εἰς τὴν συνεχῆ ἀνάπτυξιν τῆς ἑλληνικῆς ἐμπορικῆς ναυτιλίας. xyxy=(263,552,374,790)
table-cell: Στερλίνα xyxy=(7,847,43,856)
table-row xyxy=(6,329,131,338)
masthead-subtitle: Τό χρηματιστήριον τῶν ἀξιῶν xyxy=(6,171,247,223)
table-cell: 1.430 xyxy=(227,282,249,292)
table-cell: 7,093 xyxy=(158,855,181,865)
table-cell: 1970 xyxy=(7,478,26,488)
table-cell: 2,55 xyxy=(50,437,69,446)
table-cell: 29,90 xyxy=(158,839,181,849)
table-cell: Πρ. xyxy=(35,361,50,371)
table-cell: 4.070 xyxy=(227,382,249,392)
table-cell: 30,10 xyxy=(227,839,249,849)
table-cell: 800 xyxy=(236,391,249,401)
table-cell: Ἀθηνῶν xyxy=(7,659,34,669)
table-cell: 799,00 xyxy=(222,612,249,622)
table-cell: 5 xyxy=(63,470,69,480)
article-body: ΠΑΡΙΣΙΟΙ, 26 (Ἠνωμ. Τύπος).— Ὁ ἔρανος ὑπὲρ τοῦ Ἰνστιτούτου Παστὲρ ἀπέφερε τὸ ποσὸν τῶν 23.700.000 φράγκων, τὸ ὁποῖον θὰ διατεθῇ διὰ τὴν ἐνίσχυσιν τῶν ἐρευνητικῶν προγραμμάτων τοῦ Ἱδρύματος. Ἡ διεύθυνσις τοῦ Ἰνστιτούτου ηὐχαρίστησε τὸ κοινὸν διὰ τὴν γενναιόδωρον συμβολήν του. Τὸ Ἵδρυμα Παστὲρ ἀντιμετώπιζε σοβαρὰ οἰκονομικὰ προβλήματα, τὰ ὁποῖα ἠπείλουν τὴν συνέχισιν τοῦ ἔργου του. Μὲ τὰ συγκεντρωθέντα χρήματα θὰ ἐκσυγχρονισθοῦν τὰ ἐργαστήρια καὶ θὰ προσληφθοῦν νέοι ἐρευνηταί. Ὁ καθηγητὴς Ζὰκ Μονὼ, διευθυντὴς τοῦ Ἰνστιτούτου, ἐδήλωσεν ὅτι ἡ ἐπιτυχία τοῦ ἐράνου ἀποδεικνύει τὴν ἐμπιστοσύνην τοῦ γαλλικοῦ λαοῦ πρὸς τὸ Ἵδρυμα. xyxy=(776,472,1571,529)
table-cell: 6,5 xyxy=(116,353,130,363)
table-cell: Ἑλληνικόν xyxy=(132,629,173,639)
table-cell: 1,565 xyxy=(227,930,249,940)
table-cell: 3.000 xyxy=(227,492,249,502)
table-cell: 1962 xyxy=(7,411,26,421)
table-cell: Αν. xyxy=(30,487,43,497)
right-columns xyxy=(776,116,1571,400)
article-nato xyxy=(633,1786,763,1974)
table-cell: 1965 xyxy=(7,437,26,446)
article-tsataloo xyxy=(633,22,763,366)
table-cell: 3.900 xyxy=(227,466,249,476)
table-cell: 1.000 xyxy=(227,475,249,485)
table-cell: 449 xyxy=(116,461,130,471)
table-cell: 1.280 xyxy=(227,525,249,535)
table-cell: Ορ. xyxy=(35,353,50,363)
table-cell: Φοίνιξ xyxy=(137,265,166,275)
table-cell: 465 xyxy=(116,286,130,296)
table-row xyxy=(6,279,131,288)
table-cell: Ἐλαΐς xyxy=(137,358,161,368)
table-cell: 144 xyxy=(116,319,130,329)
table-cell: 210 xyxy=(236,433,249,443)
table-cell: 0,5 xyxy=(94,286,108,296)
article-heading: ΝΕΟΣ ΠΡΕΣΒΕΥΤΗΣ ΤΩΝ ΗΝ. ΠΟΛΙΤΕΙΩΝ ΕΙΣ ΟΥΓΓΑΡΙΑΝ xyxy=(633,599,763,643)
table-cell: 1.300 xyxy=(227,408,249,418)
loans-drachma-heading: ΔΑΝΕΙΩΝ ΕΙΣ ΔΡΑΧΜΑΣ xyxy=(6,383,131,411)
table-cell: 5 xyxy=(80,310,86,320)
